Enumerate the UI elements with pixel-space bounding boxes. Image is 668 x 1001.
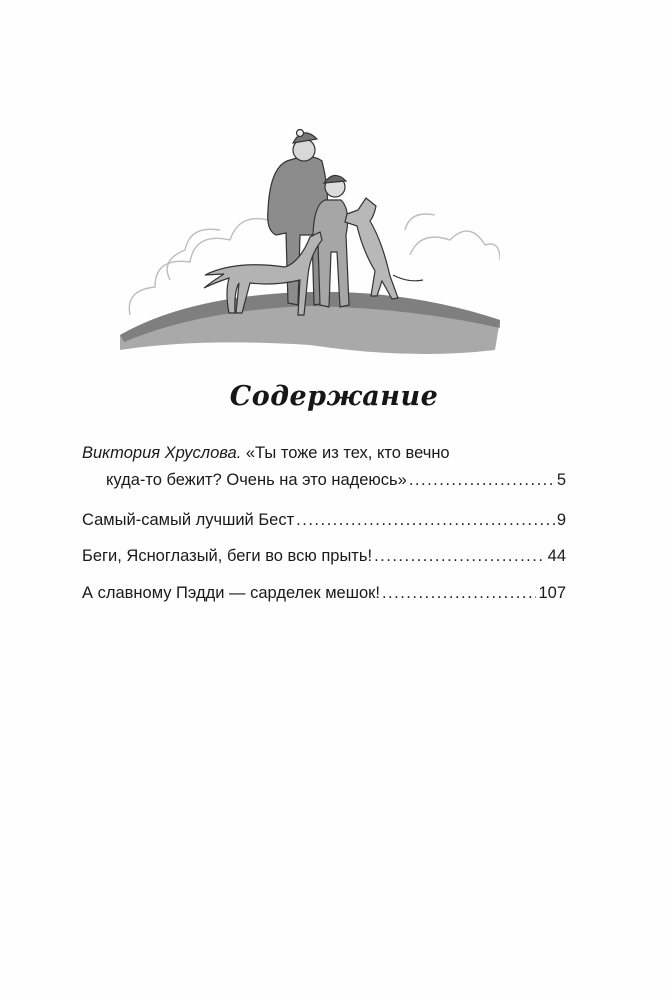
- toc-entry-line: [82, 580, 566, 607]
- toc-entry-title: «Ты тоже из тех, кто вечно: [245, 444, 450, 462]
- toc-entry-title-continued: куда-то бежит? Очень на это надеюсь»: [106, 471, 407, 489]
- toc-entry-page: 9: [556, 511, 566, 529]
- toc-entry-page: 44: [547, 547, 566, 565]
- toc-entry-line: [82, 507, 566, 534]
- toc-entry-title: Беги, Ясноглазый, беги во всю прыть!: [82, 547, 373, 565]
- dot-leader: [296, 507, 555, 534]
- toc-entry[interactable]: [82, 507, 566, 543]
- toc-entry-line: [82, 440, 566, 467]
- toc-entry-author: Виктория Хруслова.: [82, 444, 242, 462]
- toc-entry-title: Самый-самый лучший Бест: [82, 511, 295, 529]
- toc-entry-page: 5: [556, 471, 566, 489]
- dot-leader: [409, 467, 555, 494]
- toc-entry-line: [82, 543, 566, 570]
- page-title: Содержание: [229, 381, 439, 412]
- toc-entry[interactable]: [82, 580, 566, 617]
- toc-entry-page: 107: [538, 584, 566, 602]
- toc-entry-title: А славному Пэдди — сарделек мешок!: [82, 584, 380, 602]
- toc-entry[interactable]: [82, 543, 566, 580]
- dot-leader: [374, 543, 546, 570]
- table-of-contents: [82, 440, 566, 617]
- illustration-man-boy-dogs-on-hill: [110, 80, 500, 355]
- toc-entry[interactable]: [82, 440, 566, 502]
- toc-entry-line: [82, 467, 566, 494]
- dot-leader: [382, 580, 537, 607]
